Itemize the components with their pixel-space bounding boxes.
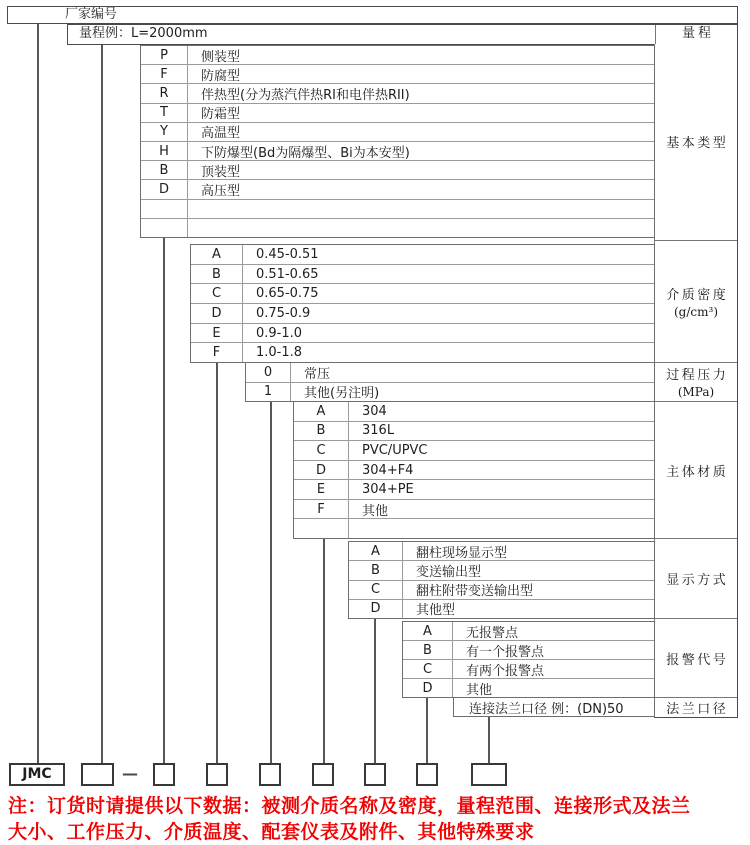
row-desc bbox=[349, 519, 654, 538]
row-code: B bbox=[141, 161, 188, 179]
row-desc: 防腐型 bbox=[201, 68, 241, 84]
row-code bbox=[141, 200, 188, 218]
table-row bbox=[191, 284, 654, 304]
table-row bbox=[294, 480, 654, 500]
row-desc: 顶装型 bbox=[201, 164, 241, 180]
row-code: D bbox=[191, 304, 243, 323]
table-row bbox=[141, 84, 654, 103]
range-box bbox=[67, 24, 738, 45]
row-desc: 下防爆型(Bd为隔爆型、Bi为本安型) bbox=[201, 145, 410, 161]
row-code: 1 bbox=[246, 383, 291, 402]
section-flange-size bbox=[453, 698, 655, 717]
row-desc: 翻柱附带变送输出型 bbox=[416, 584, 534, 599]
table-row bbox=[403, 622, 654, 641]
manufacturer-code-label: 厂家编号 bbox=[65, 7, 118, 22]
table-row bbox=[246, 363, 654, 383]
category-label-material: 主体材质 bbox=[655, 401, 737, 538]
table-row bbox=[141, 46, 654, 65]
section-alarm-code bbox=[402, 621, 655, 698]
category-label-display: 显示方式 bbox=[655, 538, 737, 618]
table-row bbox=[349, 561, 654, 580]
connector-line bbox=[426, 698, 428, 764]
connector-line bbox=[374, 619, 376, 764]
row-code: R bbox=[141, 84, 188, 102]
row-code: E bbox=[191, 324, 243, 343]
model-code-box-pressure bbox=[259, 763, 281, 786]
connector-line bbox=[37, 24, 39, 764]
row-code: D bbox=[349, 600, 403, 618]
ordering-note-line1: 注：订货时请提供以下数据：被测介质名称及密度，量程范围、连接形式及法兰 bbox=[8, 795, 691, 817]
row-code: F bbox=[141, 65, 188, 83]
table-row bbox=[294, 441, 654, 461]
row-code: B bbox=[349, 561, 403, 579]
row-desc: 304+PE bbox=[362, 482, 414, 498]
row-code: A bbox=[349, 542, 403, 560]
table-row bbox=[403, 641, 654, 660]
model-code-box-material bbox=[312, 763, 334, 786]
category-label-base-type: 基本类型 bbox=[666, 136, 729, 152]
category-label-flange: 法兰口径 bbox=[655, 697, 737, 717]
row-code: B bbox=[403, 641, 453, 659]
category-label-pressure: 过程压力 (MPa) bbox=[655, 362, 737, 402]
row-code: C bbox=[191, 284, 243, 303]
row-desc: 0.51-0.65 bbox=[256, 266, 319, 282]
table-row bbox=[141, 142, 654, 161]
row-desc: 其他 bbox=[466, 682, 493, 697]
row-desc: 304 bbox=[362, 403, 387, 419]
row-code: F bbox=[191, 343, 243, 362]
row-code: P bbox=[141, 46, 188, 64]
row-code: A bbox=[191, 245, 243, 264]
table-row bbox=[191, 265, 654, 285]
row-desc bbox=[188, 219, 654, 237]
row-desc: 高压型 bbox=[201, 184, 241, 199]
table-row bbox=[191, 304, 654, 324]
row-code: E bbox=[294, 480, 349, 499]
row-desc: 304+F4 bbox=[362, 462, 414, 478]
row-desc: 无报警点 bbox=[466, 625, 519, 640]
row-code: T bbox=[141, 104, 188, 122]
row-code: D bbox=[403, 679, 453, 697]
ordering-note-line2: 大小、工作压力、介质温度、配套仪表及附件、其他特殊要求 bbox=[8, 821, 535, 843]
row-desc: 连接法兰口径 例：(DN)50 bbox=[469, 701, 624, 716]
table-row bbox=[294, 500, 654, 520]
row-desc: 常压 bbox=[304, 366, 331, 382]
row-desc: 其他 bbox=[362, 503, 389, 519]
row-desc: 0.45-0.51 bbox=[256, 246, 319, 262]
manufacturer-code-box bbox=[7, 6, 738, 24]
row-desc: 有一个报警点 bbox=[466, 644, 545, 659]
connector-line bbox=[216, 363, 218, 764]
row-code bbox=[294, 519, 349, 538]
table-row bbox=[141, 104, 654, 123]
table-row bbox=[191, 343, 654, 362]
table-row bbox=[403, 679, 654, 697]
row-code: D bbox=[294, 461, 349, 480]
row-code: H bbox=[141, 142, 188, 160]
category-label-alarm: 报警代号 bbox=[655, 618, 737, 697]
model-separator: — bbox=[122, 764, 138, 783]
connector-line bbox=[488, 717, 490, 764]
table-row bbox=[454, 698, 654, 716]
row-desc bbox=[188, 200, 654, 218]
model-code-box-density bbox=[206, 763, 228, 786]
row-code: 0 bbox=[246, 363, 291, 382]
row-code: F bbox=[294, 500, 349, 519]
connector-line bbox=[270, 402, 272, 764]
section-base-type bbox=[140, 45, 655, 238]
table-row bbox=[141, 123, 654, 142]
category-label-column bbox=[654, 44, 738, 718]
row-desc: 翻柱现场显示型 bbox=[416, 545, 508, 561]
row-desc: 高温型 bbox=[201, 126, 241, 142]
table-row bbox=[246, 383, 654, 402]
table-row bbox=[349, 542, 654, 561]
model-prefix-box: JMC bbox=[9, 763, 65, 786]
table-row bbox=[294, 461, 654, 481]
connector-line bbox=[101, 45, 103, 764]
model-code-box-alarm bbox=[416, 763, 438, 786]
row-desc: PVC/UPVC bbox=[362, 442, 428, 458]
row-desc: 其他(另注明) bbox=[304, 386, 380, 401]
section-display-mode bbox=[348, 541, 655, 619]
model-code-box-base-type bbox=[153, 763, 175, 786]
section-pressure bbox=[245, 363, 655, 402]
row-code: C bbox=[294, 441, 349, 460]
table-row bbox=[349, 581, 654, 600]
row-desc: 变送输出型 bbox=[416, 564, 482, 580]
table-row bbox=[349, 600, 654, 618]
row-code: C bbox=[349, 581, 403, 599]
table-row bbox=[403, 660, 654, 679]
table-row bbox=[294, 422, 654, 442]
row-desc: 0.75-0.9 bbox=[256, 305, 311, 321]
table-row bbox=[141, 161, 654, 180]
row-desc: 0.9-1.0 bbox=[256, 325, 303, 341]
row-desc: 有两个报警点 bbox=[466, 663, 545, 678]
table-row bbox=[191, 324, 654, 344]
table-row bbox=[294, 402, 654, 422]
row-desc: 316L bbox=[362, 423, 395, 439]
category-label-density: 介质密度 (g/cm³) bbox=[655, 240, 737, 362]
table-row bbox=[141, 180, 654, 199]
row-code: B bbox=[294, 422, 349, 441]
model-code-box-display bbox=[364, 763, 386, 786]
table-row-empty bbox=[141, 219, 654, 237]
row-code: Y bbox=[141, 123, 188, 141]
row-code: D bbox=[141, 180, 188, 198]
row-desc: 伴热型(分为蒸汽伴热RI和电伴热RII) bbox=[201, 88, 410, 103]
row-code: B bbox=[191, 265, 243, 284]
range-example-text: 量程例：L=2000mm bbox=[79, 26, 208, 41]
row-code bbox=[141, 219, 188, 237]
section-material bbox=[293, 402, 655, 539]
row-code: C bbox=[403, 660, 453, 678]
table-row-empty bbox=[294, 519, 654, 538]
section-density bbox=[190, 244, 655, 363]
model-code-box-range bbox=[81, 763, 114, 786]
connector-line bbox=[163, 238, 165, 764]
table-row-empty bbox=[141, 200, 654, 219]
row-desc: 其他型 bbox=[416, 603, 456, 618]
row-desc: 0.65-0.75 bbox=[256, 286, 319, 302]
table-row bbox=[141, 65, 654, 84]
model-code-box-flange bbox=[471, 763, 507, 786]
row-desc: 1.0-1.8 bbox=[256, 345, 303, 361]
ordering-note bbox=[8, 793, 748, 845]
row-code: A bbox=[294, 402, 349, 421]
connector-line bbox=[323, 539, 325, 764]
range-category-label: 量程 bbox=[655, 25, 737, 44]
row-desc: 侧装型 bbox=[201, 49, 241, 65]
row-code: A bbox=[403, 622, 453, 640]
row-desc: 防霜型 bbox=[201, 107, 241, 122]
table-row bbox=[191, 245, 654, 265]
